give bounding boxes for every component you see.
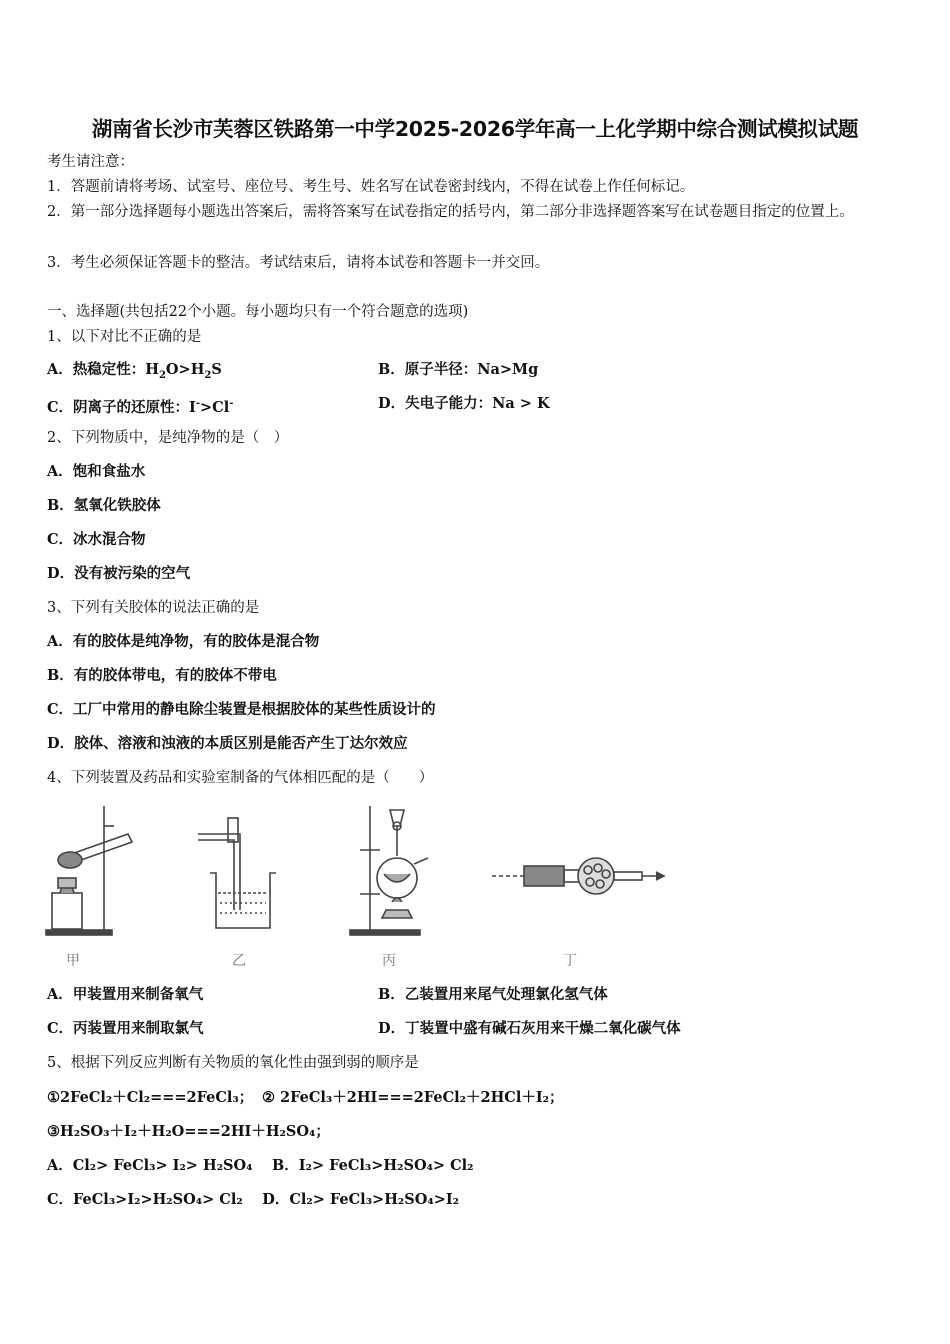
q5-reaction-1: ①2FeCl₂＋Cl₂===2FeCl₃； <box>47 1089 254 1106</box>
apparatus-figure <box>40 798 680 948</box>
apparatus-yi <box>198 818 276 928</box>
q2-stem: 2、下列物质中，是纯净物的是（ ） <box>47 430 289 446</box>
apparatus-jia <box>46 806 132 935</box>
apparatus-label-ding: 丁 <box>563 953 577 969</box>
q1-stem: 1、以下对比不正确的是 <box>47 329 202 345</box>
apparatus-bing <box>350 806 428 935</box>
q2-option-b: B．氢氧化铁胶体 <box>47 497 161 514</box>
q4-stem: 4、下列装置及药品和实验室制备的气体相匹配的是（ ） <box>47 770 434 786</box>
notice-item-3: 3．考生必须保证答题卡的整洁。考试结束后，请将本试卷和答题卡一并交回。 <box>47 255 550 271</box>
q4-option-c: C．丙装置用来制取氯气 <box>47 1020 204 1037</box>
notice-item-1: 1．答题前请将考场、试室号、座位号、考生号、姓名写在试卷密封线内，不得在试卷上作任何标记。 <box>47 179 695 195</box>
notice-heading: 考生请注意： <box>47 154 134 170</box>
q4-option-d: D．丁装置中盛有碱石灰用来干燥二氧化碳气体 <box>378 1020 681 1037</box>
q5-reaction-3: ③H₂SO₃＋I₂＋H₂O===2HI＋H₂SO₄； <box>47 1123 330 1140</box>
exam-title: 湖南省长沙市芙蓉区铁路第一中学2025-2026学年高一上化学期中综合测试模拟试题 <box>91 117 859 141</box>
q5-reaction-2: ② 2FeCl₃＋2HI===2FeCl₂＋2HCl＋I₂； <box>262 1089 564 1106</box>
q2-option-a: A．饱和食盐水 <box>47 463 146 480</box>
q1-option-a: A．热稳定性：$H_2O>H_2S$ <box>47 361 222 381</box>
q4-option-b: B．乙装置用来尾气处理氯化氢气体 <box>378 986 608 1003</box>
q5-options-cd: C．FeCl₃>I₂>H₂SO₄> Cl₂ D．Cl₂> FeCl₃>H₂SO₄>I₂ <box>47 1191 459 1208</box>
q3-option-d: D．胶体、溶液和浊液的本质区别是能否产生丁达尔效应 <box>47 735 408 752</box>
q1-option-d: D．失电子能力：Na > K <box>378 395 550 412</box>
q3-option-c: C．工厂中常用的静电除尘装置是根据胶体的某些性质设计的 <box>47 701 436 718</box>
apparatus-label-jia: 甲 <box>66 953 80 969</box>
q4-option-a: A．甲装置用来制备氧气 <box>47 986 204 1003</box>
q2-option-c: C．冰水混合物 <box>47 531 146 548</box>
q3-option-a: A．有的胶体是纯净物，有的胶体是混合物 <box>47 633 320 650</box>
q1-option-c: C．阴离子的还原性：I->Cl- <box>47 398 234 416</box>
apparatus-ding <box>492 858 664 894</box>
q1-option-b: B．原子半径：Na>Mg <box>378 361 539 378</box>
apparatus-label-bing: 丙 <box>382 953 396 969</box>
section-heading: 一、选择题(共包括22个小题。每小题均只有一个符合题意的选项) <box>47 304 469 320</box>
q3-stem: 3、下列有关胶体的说法正确的是 <box>47 600 260 616</box>
q2-option-d: D．没有被污染的空气 <box>47 565 191 582</box>
q3-option-b: B．有的胶体带电，有的胶体不带电 <box>47 667 277 684</box>
apparatus-label-yi: 乙 <box>232 953 246 969</box>
notice-item-2: 2．第一部分选择题每小题选出答案后，需将答案写在试卷指定的括号内，第二部分非选择题答案写在试卷题目指定的位置上。 <box>47 204 854 220</box>
q5-options-ab: A．Cl₂> FeCl₃> I₂> H₂SO₄ B．I₂> FeCl₃>H₂SO₄> Cl₂ <box>47 1157 474 1174</box>
q5-stem: 5、根据下列反应判断有关物质的氧化性由强到弱的顺序是 <box>47 1055 419 1071</box>
